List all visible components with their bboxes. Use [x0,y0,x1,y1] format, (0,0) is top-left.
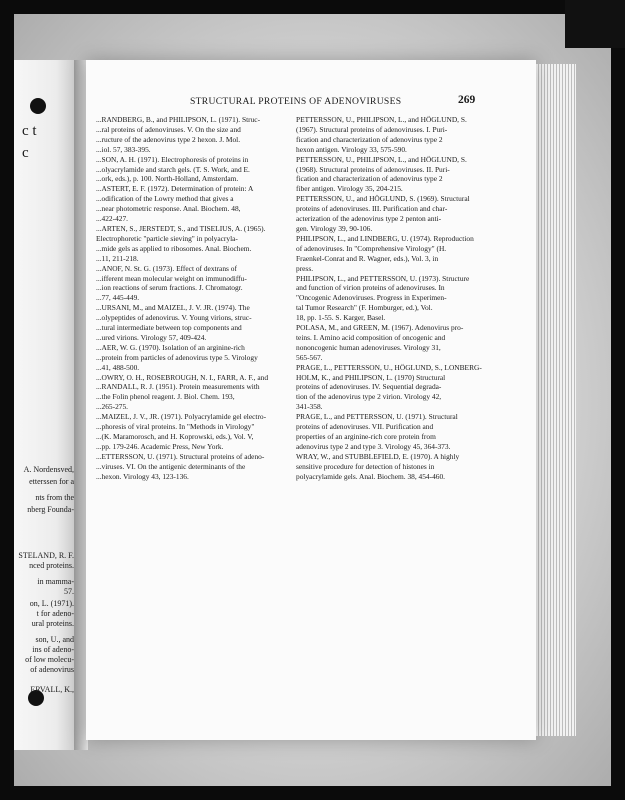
reference-line: HOLM, K., and PHILIPSON, L. (1970) Structural [296,372,446,382]
reference-line: acterization of the adenovirus type 2 penton anti- [296,214,442,224]
page-number: 269 [458,94,476,106]
reference-entry [96,224,284,264]
facing-page-line: ural proteins. [31,620,74,628]
reference-line: polyacrylamide gels. Anal. Biochem. 38, 454-460. [296,471,446,481]
scanner-edge-right [611,0,625,800]
reference-entry [296,452,482,482]
reference-line: ...hexon. Virology 43, 123-136. [96,471,189,481]
reference-entry [96,264,284,304]
reference-entry [296,323,482,363]
reference-line: press. [296,263,314,273]
reference-line: ...pp. 179-246. Academic Press, New York. [96,441,224,451]
facing-page-line: nced proteins. [29,562,74,570]
reference-line: ...ructure of the adenovirus type 2 hexon. J. Mol. [96,134,241,144]
facing-page-line: on, L. (1971). [29,600,74,608]
facing-page-line: son, U., and [35,636,74,644]
reference-entry [96,343,284,373]
reference-line: ...ARTEN, S., JERSTEDT, S., and TISELIUS, A. (1965). [96,223,266,233]
reference-line: tion of the adenovirus type 2 virion. Virology 42, [296,392,442,402]
reference-line: proteins of adenoviruses. IV. Sequential degrada- [296,382,442,392]
running-head: STRUCTURAL PROTEINS OF ADENOVIRUSES [190,96,402,107]
reference-line: Electrophoretic "particle sieving" in polyacryla- [96,233,238,243]
reference-line: ...SON, A. H. (1971). Electrophoresis of proteins in [96,154,249,164]
facing-page-line: of adenovirus [30,666,74,674]
reference-line: ...422-427. [96,214,129,224]
reference-entry [96,452,284,482]
reference-line: PHILIPSON, L., and LINDBERG, U. (1974). Reproduction [296,233,474,243]
reference-line: teins. I. Amino acid composition of oncogenic and [296,332,446,342]
reference-line: proteins of adenoviruses. VII. Purification and [296,422,434,432]
reference-line: ...11, 211-218. [96,253,139,263]
reference-line: properties of an arginine-rich core protein from [296,432,436,441]
reference-line: (1967). Structural proteins of adenoviruses. I. Puri- [296,124,448,134]
facing-page-line: nberg Founda- [27,506,74,514]
reference-line: Fraenkel-Conrat and R. Wagner, eds.), Vol. 3, in [296,253,439,263]
scanner-edge-bottom [0,786,625,800]
reference-entry [96,303,284,343]
facing-page-line: ERVALL, K., [30,686,74,694]
reference-line: fiber antigen. Virology 35, 204-215. [296,184,403,194]
facing-page-line: in mamma- [37,578,74,586]
reference-line: ...(K. Maramorosch, and H. Koprowski, eds.), Vol. V, [96,432,254,441]
reference-line: ...mide gels as applied to ribosomes. Anal. Biochem. [96,243,252,253]
facing-page-line: t for adeno- [36,610,74,618]
reference-line: ...the Folin phenol reagent. J. Biol. Chem. 193, [96,392,235,402]
reference-line: ...41, 488-500. [96,362,140,372]
reference-line: 18, pp. 1-55. S. Karger, Basel. [296,313,386,323]
scanner-edge-top [0,0,625,14]
reference-line: PRAGE, L., PETTERSSON, U., HÖGLUND, S., LONBERG- [296,362,482,372]
reference-line: gen. Virology 39, 90-106. [296,223,373,233]
reference-line: tal Tumor Research" (F. Homburger, ed.), Vol. [296,303,433,313]
reference-line: ...phoresis of viral proteins. In "Methods in Virology" [96,422,255,432]
reference-line: POLASA, M., and GREEN, M. (1967). Adenovirus pro- [296,323,464,333]
reference-line: ...77, 445-449. [96,293,140,303]
reference-line: PHILIPSON, L., and PETTERSSON, U. (1973). Structure [296,273,470,283]
reference-entry [296,274,482,324]
scanner-edge-corner [565,0,625,48]
reference-entry [296,412,482,452]
reference-line: ...viruses. VI. On the antigenic determinants of the [96,461,246,471]
reference-line: ...ANOF, N. St. G. (1973). Effect of dextrans of [96,263,237,273]
reference-entry [296,234,482,274]
reference-line: ...olypeptides of adenovirus. V. Young virions, struc- [96,313,252,323]
reference-line: ...RANDALL, R. J. (1951). Protein measurements with [96,382,260,392]
references-column-right [296,115,482,482]
reference-line: ...ifferent mean molecular weight on immunodiffu- [96,273,247,283]
reference-line: ...tural intermediate between top components and [96,323,242,333]
reference-line: ...ASTERT, E. F. (1972). Determination of protein: A [96,184,254,194]
reference-line: ...OWRY, O. H., ROSEBROUGH, N. I., FARR, A. F., and [96,372,269,382]
reference-entry [96,412,284,452]
references-column-left [96,115,284,482]
reference-entry [296,363,482,413]
reference-entry [96,373,284,413]
reference-line: ...MAIZEL, J. V., JR. (1971). Polyacrylamide gel electro- [96,412,267,422]
reference-line: WRAY, W., and STUBBLEFIELD, E. (1970). A highly [296,451,460,461]
page-stack-edges [536,64,576,736]
reference-entry [296,194,482,234]
reference-line: ...iol. 57, 383-395. [96,144,151,154]
reference-line: ...ork, eds.), p. 100. North-Holland, Amsterdam. [96,174,239,184]
reference-line: ...RANDBERG, B., and PHILIPSON, L. (1971). Struc- [96,115,261,124]
reference-line: and function of virion proteins of adenoviruses. In [296,283,445,293]
reference-entry [296,115,482,155]
reference-line: fication and characterization of adenovirus type 2 [296,174,443,184]
facing-page-line: etterssen for a [29,478,74,486]
reference-line: ...ion reactions of serum fractions. J. Chromatogr. [96,283,243,293]
reference-line: proteins of adenoviruses. III. Purification and char- [296,204,448,214]
facing-page-line: nts from the [35,494,74,502]
reference-line: ...near photometric response. Anal. Biochem. 48, [96,204,241,214]
facing-page-line: of low molecu- [25,656,74,664]
reference-line: 341-358. [296,402,323,412]
reference-line: ...olyacrylamide and starch gels. (T. S. Work, and E. [96,164,250,174]
reference-entry [96,115,284,155]
reference-line: ...protein from particles of adenovirus type 5. Virology [96,352,258,362]
reference-line: PETTERSSON, U., PHILIPSON, L., and HÖGLUND, S. [296,154,467,164]
reference-line: ...265-275. [96,402,129,412]
scanner-edge-left [0,0,14,800]
reference-line: "Oncogenic Adenoviruses. Progress in Experimen- [296,293,447,303]
reference-line: ...odification of the Lowry method that gives a [96,194,234,204]
facing-page-line: A. Nordensved, [23,466,74,474]
binder-hole-top [30,98,46,114]
reference-line: PETTERSSON, U., and HÖGLUND, S. (1969). Structural [296,194,470,204]
reference-line: PETTERSSON, U., PHILIPSON, L., and HÖGLUND, S. [296,115,467,124]
reference-line: 565-567. [296,352,323,362]
reference-entry [96,184,284,224]
reference-line: ...URSANI, M., and MAIZEL, J. V. JR. (1974). The [96,303,250,313]
reference-line: adenovirus type 2 and type 3. Virology 45, 364-373. [296,441,451,451]
reference-line: PRAGE, L., and PETTERSSON, U. (1971). Structural [296,412,458,422]
reference-line: sensitive procedure for detection of histones in [296,461,435,471]
facing-page-line: STELAND, R. F. [18,552,74,560]
reference-entry [96,155,284,185]
facing-page-fragment: c t [22,123,37,139]
facing-page-line: 57. [64,588,74,596]
reference-line: ...ETTERSSON, U. (1971). Structural proteins of adeno- [96,451,265,461]
facing-page-fragment: c [22,145,29,161]
reference-line: ...AER, W. G. (1970). Isolation of an arginine-rich [96,342,245,352]
reference-line: ...ral proteins of adenoviruses. V. On the size and [96,124,241,134]
reference-line: hexon antigen. Virology 33, 575-590. [296,144,407,154]
facing-page-line: ins of adeno- [32,646,74,654]
reference-line: ...ured virions. Virology 57, 409-424. [96,332,207,342]
reference-line: nononcogenic human adenoviruses. Virology 31, [296,342,441,352]
reference-line: of adenoviruses. In "Comprehensive Virology" (H. [296,243,447,253]
reference-line: (1968). Structural proteins of adenoviruses. II. Puri- [296,164,450,174]
reference-entry [296,155,482,195]
reference-line: fication and characterization of adenovirus type 2 [296,134,443,144]
